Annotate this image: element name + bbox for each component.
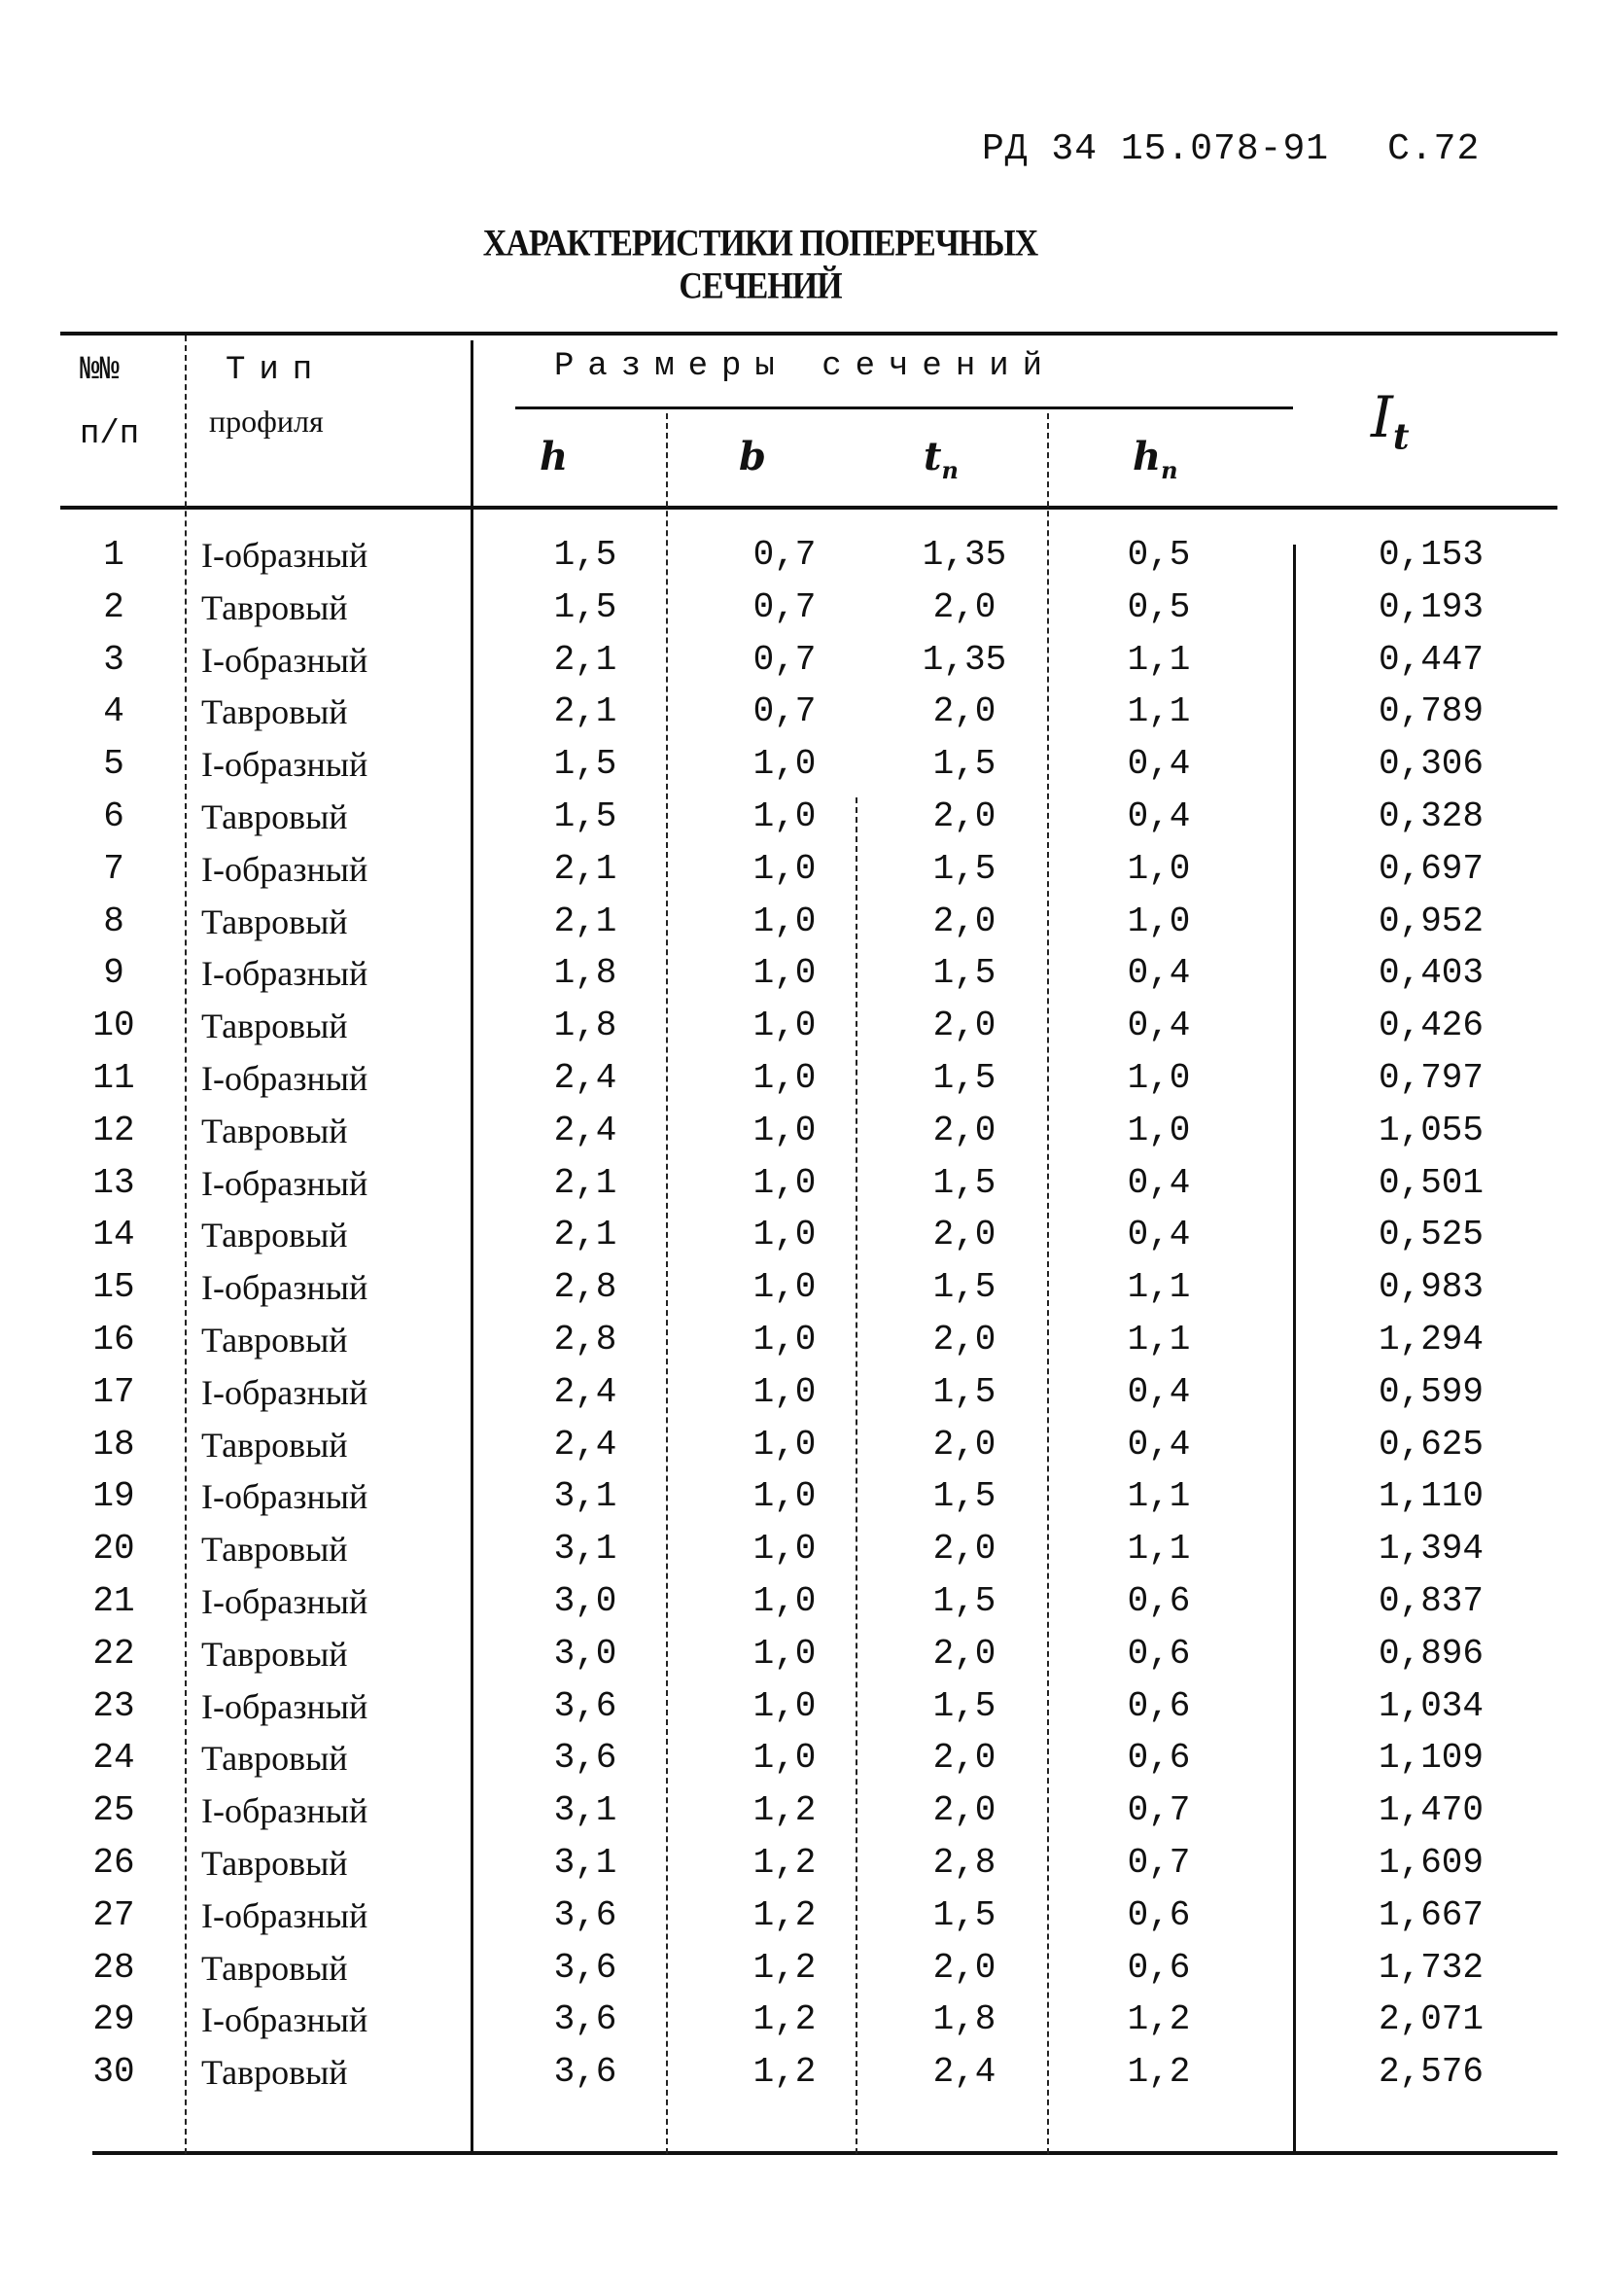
cell-profile-type: I-образный bbox=[201, 640, 368, 680]
cell-profile-type: Тавровый bbox=[201, 1111, 348, 1150]
cell-tn: 2,0 bbox=[932, 1790, 996, 1831]
cell-profile-type: Тавровый bbox=[201, 1739, 348, 1779]
cell-h: 2,8 bbox=[553, 1319, 617, 1360]
cell-hn: 1,0 bbox=[1127, 848, 1191, 889]
cell-hn: 1,1 bbox=[1127, 1267, 1191, 1308]
cell-it: 0,153 bbox=[1378, 535, 1485, 575]
document-reference bbox=[982, 128, 1480, 170]
cell-it: 0,403 bbox=[1378, 953, 1485, 994]
cell-b: 1,0 bbox=[752, 1319, 817, 1360]
cell-b: 0,7 bbox=[752, 691, 817, 732]
cell-it: 1,110 bbox=[1378, 1476, 1485, 1517]
cell-profile-type: Тавровый bbox=[201, 587, 348, 627]
cell-profile-type: I-образный bbox=[201, 1895, 368, 1935]
cell-number: 11 bbox=[92, 1057, 135, 1098]
cell-b: 1,2 bbox=[752, 1999, 817, 2040]
cell-it: 1,394 bbox=[1378, 1529, 1485, 1570]
cell-number: 29 bbox=[92, 1999, 135, 2040]
cell-number: 14 bbox=[92, 1215, 135, 1255]
cell-profile-type: I-образный bbox=[201, 1372, 368, 1412]
table-bottom-rule bbox=[92, 2151, 1557, 2155]
cell-b: 1,0 bbox=[752, 848, 817, 889]
cell-it: 1,055 bbox=[1378, 1110, 1485, 1150]
cell-number: 24 bbox=[92, 1738, 135, 1779]
cell-b: 1,2 bbox=[752, 1842, 817, 1883]
cell-h: 2,4 bbox=[553, 1057, 617, 1098]
cell-hn: 1,1 bbox=[1127, 691, 1191, 732]
table-row bbox=[60, 1529, 1557, 1581]
cell-profile-type: Тавровый bbox=[201, 796, 348, 836]
table-row bbox=[60, 1372, 1557, 1425]
cell-hn: 0,6 bbox=[1127, 1685, 1191, 1726]
cell-tn: 1,5 bbox=[932, 848, 996, 889]
cell-tn: 1,5 bbox=[932, 953, 996, 994]
cell-tn: 1,5 bbox=[932, 1580, 996, 1621]
cell-profile-type: Тавровый bbox=[201, 1530, 348, 1570]
table-row bbox=[60, 1006, 1557, 1058]
cell-number: 26 bbox=[92, 1842, 135, 1883]
cell-tn: 2,0 bbox=[932, 1319, 996, 1360]
cell-profile-type: Тавровый bbox=[201, 692, 348, 732]
cell-b: 1,2 bbox=[752, 1790, 817, 1831]
cell-tn: 1,5 bbox=[932, 1162, 996, 1203]
cell-h: 1,8 bbox=[553, 1006, 617, 1046]
cell-number: 20 bbox=[92, 1529, 135, 1570]
cell-profile-type: Тавровый bbox=[201, 1948, 348, 1988]
cell-hn: 0,6 bbox=[1127, 1580, 1191, 1621]
cell-h: 2,1 bbox=[553, 1215, 617, 1255]
table-row bbox=[60, 953, 1557, 1006]
table-row bbox=[60, 744, 1557, 796]
cell-tn: 2,0 bbox=[932, 1529, 996, 1570]
cell-number: 10 bbox=[92, 1006, 135, 1046]
cell-profile-type: I-образный bbox=[201, 1686, 368, 1726]
cell-tn: 1,5 bbox=[932, 1057, 996, 1098]
cell-number: 19 bbox=[92, 1476, 135, 1517]
header-bottom-rule bbox=[60, 506, 1557, 510]
header-hn: $h_п$ bbox=[1133, 434, 1178, 484]
cell-profile-type: I-образный bbox=[201, 745, 368, 785]
cell-it: 0,599 bbox=[1378, 1371, 1485, 1412]
cell-hn: 1,0 bbox=[1127, 901, 1191, 941]
cell-hn: 0,4 bbox=[1127, 1162, 1191, 1203]
cell-h: 3,1 bbox=[553, 1842, 617, 1883]
cell-it: 0,896 bbox=[1378, 1633, 1485, 1674]
cell-tn: 2,0 bbox=[932, 1738, 996, 1779]
cell-profile-type: I-образный bbox=[201, 954, 368, 994]
cell-b: 1,0 bbox=[752, 901, 817, 941]
cell-it: 1,732 bbox=[1378, 1947, 1485, 1988]
table-row bbox=[60, 1476, 1557, 1529]
cell-profile-type: Тавровый bbox=[201, 1425, 348, 1465]
cell-it: 0,837 bbox=[1378, 1580, 1485, 1621]
cell-profile-type: I-образный bbox=[201, 849, 368, 889]
cell-h: 2,1 bbox=[553, 1162, 617, 1203]
cell-it: 0,625 bbox=[1378, 1424, 1485, 1465]
cell-h: 3,1 bbox=[553, 1529, 617, 1570]
cell-tn: 1,8 bbox=[932, 1999, 996, 2040]
cell-it: 1,609 bbox=[1378, 1842, 1485, 1883]
cell-it: 0,426 bbox=[1378, 1006, 1485, 1046]
cell-b: 1,0 bbox=[752, 1738, 817, 1779]
cell-number: 27 bbox=[92, 1894, 135, 1935]
table-row bbox=[60, 1790, 1557, 1843]
cell-h: 3,6 bbox=[553, 1999, 617, 2040]
cell-h: 1,5 bbox=[553, 795, 617, 836]
table-row bbox=[60, 1738, 1557, 1790]
cell-h: 3,6 bbox=[553, 1894, 617, 1935]
cell-b: 1,0 bbox=[752, 1476, 817, 1517]
cell-hn: 0,4 bbox=[1127, 1371, 1191, 1412]
table-row bbox=[60, 2052, 1557, 2104]
table-row bbox=[60, 849, 1557, 901]
cell-it: 2,071 bbox=[1378, 1999, 1485, 2040]
cell-h: 3,6 bbox=[553, 2052, 617, 2093]
cell-h: 2,4 bbox=[553, 1110, 617, 1150]
cell-profile-type: Тавровый bbox=[201, 1843, 348, 1883]
cell-it: 0,952 bbox=[1378, 901, 1485, 941]
table-row bbox=[60, 1215, 1557, 1267]
cell-it: 0,525 bbox=[1378, 1215, 1485, 1255]
cell-profile-type: Тавровый bbox=[201, 1007, 348, 1046]
table-row bbox=[60, 535, 1557, 587]
cell-hn: 1,1 bbox=[1127, 1529, 1191, 1570]
cell-profile-type: I-образный bbox=[201, 1791, 368, 1831]
cell-h: 1,8 bbox=[553, 953, 617, 994]
cell-hn: 1,2 bbox=[1127, 1999, 1191, 2040]
table-row bbox=[60, 587, 1557, 640]
cell-tn: 2,0 bbox=[932, 586, 996, 627]
cell-h: 2,1 bbox=[553, 848, 617, 889]
cell-tn: 2,4 bbox=[932, 2052, 996, 2093]
cell-hn: 0,7 bbox=[1127, 1790, 1191, 1831]
table-row bbox=[60, 1948, 1557, 2000]
cell-tn: 2,0 bbox=[932, 1424, 996, 1465]
cell-h: 2,8 bbox=[553, 1267, 617, 1308]
cell-b: 1,0 bbox=[752, 1685, 817, 1726]
cell-b: 1,0 bbox=[752, 1371, 817, 1412]
header-torsion-moment: $I_t$ bbox=[1371, 384, 1410, 458]
header-num-line1: №№ bbox=[80, 352, 120, 389]
table-top-rule bbox=[60, 332, 1557, 336]
cell-tn: 1,35 bbox=[922, 535, 1007, 575]
table-row bbox=[60, 1634, 1557, 1686]
cell-it: 1,667 bbox=[1378, 1894, 1485, 1935]
cell-tn: 1,35 bbox=[922, 639, 1007, 680]
cell-profile-type: I-образный bbox=[201, 1268, 368, 1308]
cell-b: 1,2 bbox=[752, 1894, 817, 1935]
cell-h: 3,1 bbox=[553, 1476, 617, 1517]
cell-b: 1,0 bbox=[752, 1529, 817, 1570]
cell-number: 8 bbox=[103, 901, 124, 941]
cell-b: 1,0 bbox=[752, 1267, 817, 1308]
cell-tn: 2,0 bbox=[932, 1947, 996, 1988]
cell-number: 23 bbox=[92, 1685, 135, 1726]
cell-h: 2,1 bbox=[553, 901, 617, 941]
cell-h: 2,4 bbox=[553, 1371, 617, 1412]
table-row bbox=[60, 1895, 1557, 1948]
cell-tn: 2,0 bbox=[932, 1006, 996, 1046]
cell-it: 0,983 bbox=[1378, 1267, 1485, 1308]
cell-number: 28 bbox=[92, 1947, 135, 1988]
doc-code: РД 34 15.078-91 bbox=[982, 128, 1330, 170]
cell-number: 18 bbox=[92, 1424, 135, 1465]
cell-hn: 1,1 bbox=[1127, 1319, 1191, 1360]
cell-hn: 0,4 bbox=[1127, 953, 1191, 994]
table-row bbox=[60, 1111, 1557, 1163]
cell-h: 3,6 bbox=[553, 1738, 617, 1779]
table-row bbox=[60, 796, 1557, 849]
table-row bbox=[60, 691, 1557, 744]
cell-b: 1,0 bbox=[752, 1633, 817, 1674]
cell-hn: 1,1 bbox=[1127, 639, 1191, 680]
cell-h: 3,6 bbox=[553, 1685, 617, 1726]
cell-it: 0,697 bbox=[1378, 848, 1485, 889]
cell-h: 3,0 bbox=[553, 1633, 617, 1674]
cell-b: 1,0 bbox=[752, 795, 817, 836]
cell-number: 13 bbox=[92, 1162, 135, 1203]
cell-hn: 0,4 bbox=[1127, 1215, 1191, 1255]
table-row bbox=[60, 1058, 1557, 1111]
cell-number: 30 bbox=[92, 2052, 135, 2093]
cell-number: 9 bbox=[103, 953, 124, 994]
table-row bbox=[60, 1581, 1557, 1634]
cell-it: 0,328 bbox=[1378, 795, 1485, 836]
cell-b: 1,2 bbox=[752, 2052, 817, 2093]
table-row bbox=[60, 1425, 1557, 1477]
cell-profile-type: I-образный bbox=[201, 2000, 368, 2040]
table-row bbox=[60, 901, 1557, 954]
table-row bbox=[60, 1999, 1557, 2052]
cell-tn: 2,0 bbox=[932, 691, 996, 732]
cell-tn: 1,5 bbox=[932, 1685, 996, 1726]
cell-tn: 1,5 bbox=[932, 1894, 996, 1935]
table-row bbox=[60, 1163, 1557, 1216]
cell-hn: 0,5 bbox=[1127, 535, 1191, 575]
cell-number: 3 bbox=[103, 639, 124, 680]
cell-b: 1,0 bbox=[752, 744, 817, 785]
cell-h: 1,5 bbox=[553, 744, 617, 785]
cell-hn: 1,1 bbox=[1127, 1476, 1191, 1517]
cell-hn: 0,4 bbox=[1127, 1006, 1191, 1046]
cell-number: 2 bbox=[103, 586, 124, 627]
cell-number: 7 bbox=[103, 848, 124, 889]
cell-h: 2,1 bbox=[553, 639, 617, 680]
cell-hn: 0,4 bbox=[1127, 795, 1191, 836]
cell-tn: 2,8 bbox=[932, 1842, 996, 1883]
cell-tn: 1,5 bbox=[932, 744, 996, 785]
cell-hn: 1,0 bbox=[1127, 1057, 1191, 1098]
cell-profile-type: I-образный bbox=[201, 1163, 368, 1203]
cell-b: 1,0 bbox=[752, 1110, 817, 1150]
cell-hn: 1,0 bbox=[1127, 1110, 1191, 1150]
cell-it: 1,470 bbox=[1378, 1790, 1485, 1831]
cell-it: 0,501 bbox=[1378, 1162, 1485, 1203]
cell-number: 6 bbox=[103, 795, 124, 836]
cell-hn: 1,2 bbox=[1127, 2052, 1191, 2093]
cell-it: 1,034 bbox=[1378, 1685, 1485, 1726]
cell-tn: 1,5 bbox=[932, 1267, 996, 1308]
cell-hn: 0,7 bbox=[1127, 1842, 1191, 1883]
cell-number: 22 bbox=[92, 1633, 135, 1674]
cell-number: 15 bbox=[92, 1267, 135, 1308]
header-h: h bbox=[540, 434, 569, 479]
cell-h: 2,1 bbox=[553, 691, 617, 732]
cell-hn: 0,5 bbox=[1127, 586, 1191, 627]
cell-number: 21 bbox=[92, 1580, 135, 1621]
cell-b: 1,0 bbox=[752, 1006, 817, 1046]
cell-h: 3,6 bbox=[553, 1947, 617, 1988]
cell-hn: 0,4 bbox=[1127, 744, 1191, 785]
cell-tn: 2,0 bbox=[932, 1110, 996, 1150]
cell-hn: 0,6 bbox=[1127, 1947, 1191, 1988]
cell-number: 25 bbox=[92, 1790, 135, 1831]
cell-h: 3,0 bbox=[553, 1580, 617, 1621]
cell-profile-type: Тавровый bbox=[201, 901, 348, 941]
cell-profile-type: Тавровый bbox=[201, 2053, 348, 2093]
table-row bbox=[60, 1686, 1557, 1739]
cell-it: 0,789 bbox=[1378, 691, 1485, 732]
cell-h: 3,1 bbox=[553, 1790, 617, 1831]
header-dimensions-group: Размеры сечений bbox=[554, 348, 1057, 385]
cell-profile-type: I-образный bbox=[201, 536, 368, 575]
cell-b: 1,0 bbox=[752, 1580, 817, 1621]
header-tn: $t_п$ bbox=[924, 434, 959, 484]
cell-number: 12 bbox=[92, 1110, 135, 1150]
cell-it: 0,797 bbox=[1378, 1057, 1485, 1098]
cell-b: 0,7 bbox=[752, 639, 817, 680]
cell-b: 1,0 bbox=[752, 1215, 817, 1255]
cell-it: 1,294 bbox=[1378, 1319, 1485, 1360]
header-type-line2: профиля bbox=[209, 404, 324, 439]
cell-hn: 0,6 bbox=[1127, 1633, 1191, 1674]
cell-number: 1 bbox=[103, 535, 124, 575]
cell-b: 1,0 bbox=[752, 1057, 817, 1098]
header-num-line2: п/п bbox=[80, 416, 140, 453]
cell-hn: 0,6 bbox=[1127, 1894, 1191, 1935]
cell-it: 0,193 bbox=[1378, 586, 1485, 627]
cell-b: 1,0 bbox=[752, 1162, 817, 1203]
cell-b: 1,0 bbox=[752, 1424, 817, 1465]
cell-number: 17 bbox=[92, 1371, 135, 1412]
cell-number: 5 bbox=[103, 744, 124, 785]
cell-it: 2,576 bbox=[1378, 2052, 1485, 2093]
cell-number: 4 bbox=[103, 691, 124, 732]
page-title: ХАРАКТЕРИСТИКИ ПОПЕРЕЧНЫХ СЕЧЕНИЙ bbox=[482, 223, 1038, 307]
header-b: b bbox=[739, 434, 766, 479]
cell-b: 0,7 bbox=[752, 535, 817, 575]
cell-number: 16 bbox=[92, 1319, 135, 1360]
cell-profile-type: I-образный bbox=[201, 1477, 368, 1517]
header-type-line1: Тип bbox=[226, 352, 327, 389]
cell-tn: 1,5 bbox=[932, 1371, 996, 1412]
cell-tn: 2,0 bbox=[932, 1633, 996, 1674]
cell-it: 0,306 bbox=[1378, 744, 1485, 785]
cell-b: 1,2 bbox=[752, 1947, 817, 1988]
table-row bbox=[60, 1320, 1557, 1372]
cell-hn: 0,4 bbox=[1127, 1424, 1191, 1465]
cell-profile-type: Тавровый bbox=[201, 1634, 348, 1674]
table-row bbox=[60, 1843, 1557, 1895]
cell-profile-type: I-образный bbox=[201, 1581, 368, 1621]
table-row bbox=[60, 640, 1557, 692]
cell-h: 1,5 bbox=[553, 586, 617, 627]
cell-tn: 2,0 bbox=[932, 901, 996, 941]
cell-profile-type: Тавровый bbox=[201, 1216, 348, 1255]
cell-b: 1,0 bbox=[752, 953, 817, 994]
cell-profile-type: Тавровый bbox=[201, 1320, 348, 1360]
subheader-rule bbox=[515, 406, 1293, 409]
cell-h: 2,4 bbox=[553, 1424, 617, 1465]
table-row bbox=[60, 1267, 1557, 1320]
table-body bbox=[60, 535, 1557, 2104]
cell-it: 1,109 bbox=[1378, 1738, 1485, 1779]
page-number: С.72 bbox=[1387, 128, 1481, 170]
cell-profile-type: I-образный bbox=[201, 1058, 368, 1098]
cell-tn: 2,0 bbox=[932, 795, 996, 836]
cell-tn: 2,0 bbox=[932, 1215, 996, 1255]
cell-hn: 0,6 bbox=[1127, 1738, 1191, 1779]
cell-tn: 1,5 bbox=[932, 1476, 996, 1517]
cell-it: 0,447 bbox=[1378, 639, 1485, 680]
cell-h: 1,5 bbox=[553, 535, 617, 575]
cell-b: 0,7 bbox=[752, 586, 817, 627]
